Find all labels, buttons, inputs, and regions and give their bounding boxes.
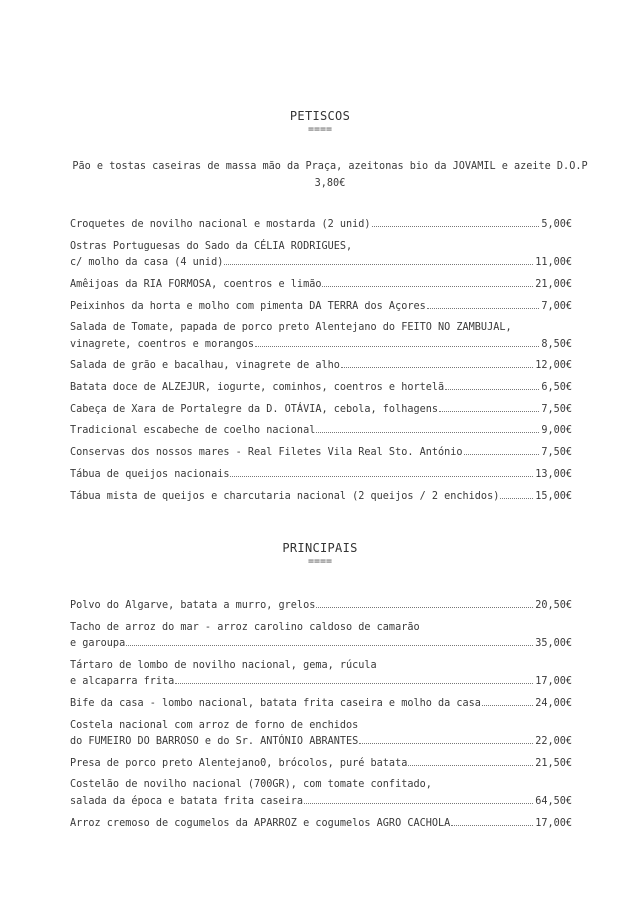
section-rule-principais: ==== [307, 556, 333, 567]
dot-leader [372, 226, 540, 227]
menu-item-line [70, 320, 572, 336]
menu-item-line-priced [70, 794, 572, 810]
menu-item-price: 24,00€ [535, 697, 572, 709]
menu-item [70, 299, 572, 315]
menu-item-line-priced [70, 337, 572, 353]
menu-item [70, 756, 572, 772]
intro-block [70, 158, 590, 192]
menu-item [70, 467, 572, 483]
menu-item [70, 658, 572, 691]
menu-item-text: Salada de grão e bacalhau, vinagrete de alho [70, 360, 340, 372]
menu-item [70, 696, 572, 712]
menu-item-price: 12,00€ [535, 360, 572, 372]
menu-item-price: 22,00€ [535, 736, 572, 748]
menu-item-text: Tábua de queijos nacionais [70, 468, 230, 480]
menu-item-line-priced [70, 380, 572, 396]
dot-leader [408, 765, 533, 766]
menu-item-text: Croquetes de novilho nacional e mostarda (2 unid) [70, 219, 371, 230]
menu-item-text: e garoupa [70, 638, 126, 650]
menu-item [70, 816, 572, 832]
menu-item-line-priced [70, 696, 572, 712]
menu-item-price: 13,00€ [535, 468, 572, 480]
menu-item-text: do FUMEIRO DO BARROSO e do Sr. ANTÓNIO ABRANTES [70, 736, 359, 748]
menu-item-text: Ostras Portuguesas do Sado da CÉLIA RODRIGUES, [70, 240, 353, 252]
menu-item-line [70, 658, 572, 674]
menu-item-line-priced [70, 756, 572, 772]
menu-item [70, 445, 572, 461]
menu-item-line [70, 620, 572, 636]
menu-item-text: Presa de porco preto Alentejano0, brócolos, puré batata [70, 757, 408, 769]
menu-item-price: 20,50€ [535, 600, 572, 611]
menu-item-price: 11,00€ [535, 257, 572, 269]
dot-leader [322, 286, 533, 287]
menu-item-text: Amêijoas da RIA FORMOSA, coentros e limão [70, 278, 322, 290]
menu-item-text: e alcaparra frita [70, 676, 175, 688]
menu-item-text: Costelão de novilho nacional (700GR), com tomate confitado, [70, 779, 432, 791]
menu-item-line-priced [70, 299, 572, 315]
menu-item-line-priced [70, 358, 572, 374]
menu-item-text: Peixinhos da horta e molho com pimenta DA TERRA dos Açores [70, 300, 426, 312]
menu-item-price: 7,00€ [541, 300, 572, 312]
menu-item [70, 598, 572, 614]
menu-item-line [70, 239, 572, 255]
menu-item-line-priced [70, 423, 572, 439]
dot-leader [445, 389, 539, 390]
menu-item-price: 35,00€ [535, 638, 572, 650]
section-title-principais: PRINCIPAIS [282, 541, 358, 555]
menu-item-line-priced [70, 598, 572, 614]
menu-item-price: 9,00€ [541, 425, 572, 437]
menu-item [70, 489, 572, 505]
menu-item-price: 21,00€ [535, 278, 572, 290]
dot-leader [500, 498, 533, 499]
menu-item-price: 5,00€ [541, 219, 572, 230]
menu-item-line-priced [70, 255, 572, 271]
menu-item-price: 17,00€ [535, 817, 572, 829]
menu-item-line-priced [70, 217, 572, 233]
menu-item-price: 8,50€ [541, 338, 572, 350]
dot-leader [224, 264, 533, 265]
menu-item [70, 423, 572, 439]
dot-leader [451, 825, 533, 826]
menu-item-price: 64,50€ [535, 795, 572, 807]
menu-item-line-priced [70, 816, 572, 832]
menu-item-text: Tártaro de lombo de novilho nacional, gema, rúcula [70, 659, 377, 671]
menu-item-line-priced [70, 467, 572, 483]
petiscos-list [70, 217, 572, 510]
menu-item-price: 17,00€ [535, 676, 572, 688]
dot-leader [482, 705, 533, 706]
menu-item-text: Tradicional escabeche de coelho nacional [70, 425, 316, 437]
menu-item [70, 358, 572, 374]
menu-item-text: Tábua mista de queijos e charcutaria nacional (2 queijos / 2 enchidos) [70, 490, 500, 502]
menu-item-text: Batata doce de ALZEJUR, iogurte, cominhos, coentros e hortelã [70, 382, 445, 394]
menu-item-line [70, 777, 572, 793]
menu-item-line-priced [70, 636, 572, 652]
dot-leader [255, 346, 539, 347]
menu-item-text: Bife da casa - lombo nacional, batata frita caseira e molho da casa [70, 697, 481, 709]
menu-item-price: 15,00€ [535, 490, 572, 502]
menu-item-text: Conservas dos nossos mares - Real Filetes Vila Real Sto. António [70, 447, 463, 459]
menu-item [70, 620, 572, 653]
menu-item-price: 7,50€ [541, 403, 572, 415]
menu-item-text: Tacho de arroz do mar - arroz carolino caldoso de camarão [70, 621, 420, 633]
dot-leader [427, 308, 540, 309]
menu-item [70, 217, 572, 233]
dot-leader [304, 803, 533, 804]
menu-item-line-priced [70, 734, 572, 750]
menu-item-line-priced [70, 277, 572, 293]
menu-item [70, 402, 572, 418]
menu-item-line-priced [70, 674, 572, 690]
section-rule-petiscos: ==== [307, 124, 333, 135]
menu-item-text: vinagrete, coentros e morangos [70, 338, 255, 350]
intro-price: 3,80€ [314, 178, 346, 189]
intro-text: Pão e tostas caseiras de massa mão da Praça, azeitonas bio da JOVAMIL e azeite D.O.P [72, 161, 588, 172]
menu-item [70, 777, 572, 810]
dot-leader [230, 476, 533, 477]
menu-item [70, 320, 572, 353]
dot-leader [316, 607, 533, 608]
menu-item-price: 7,50€ [541, 447, 572, 459]
menu-item-line-priced [70, 489, 572, 505]
dot-leader [126, 645, 533, 646]
menu-item-text: Costela nacional com arroz de forno de enchidos [70, 719, 359, 731]
menu-item-text: Polvo do Algarve, batata a murro, grelos [70, 600, 316, 611]
menu-item-text: Cabeça de Xara de Portalegre da D. OTÁVIA, cebola, folhagens [70, 403, 439, 415]
menu-item-text: Salada de Tomate, papada de porco preto Alentejano do FEITO NO ZAMBUJAL, [70, 322, 512, 334]
menu-item-text: Arroz cremoso de cogumelos da APARROZ e cogumelos AGRO CACHOLA [70, 817, 451, 829]
menu-item-line [70, 718, 572, 734]
menu-item [70, 239, 572, 272]
menu-item [70, 277, 572, 293]
dot-leader [316, 432, 539, 433]
dot-leader [175, 683, 533, 684]
menu-item-line-priced [70, 402, 572, 418]
dot-leader [359, 743, 533, 744]
dot-leader [341, 367, 533, 368]
menu-item-price: 6,50€ [541, 382, 572, 394]
menu-item [70, 380, 572, 396]
menu-item-price: 21,50€ [535, 757, 572, 769]
dot-leader [439, 411, 539, 412]
menu-item-text: salada da época e batata frita caseira [70, 795, 304, 807]
menu-item-line-priced [70, 445, 572, 461]
menu-item [70, 718, 572, 751]
principais-list [70, 598, 572, 837]
menu-item-text: c/ molho da casa (4 unid) [70, 257, 224, 269]
dot-leader [464, 454, 540, 455]
section-title-petiscos: PETISCOS [289, 109, 351, 123]
